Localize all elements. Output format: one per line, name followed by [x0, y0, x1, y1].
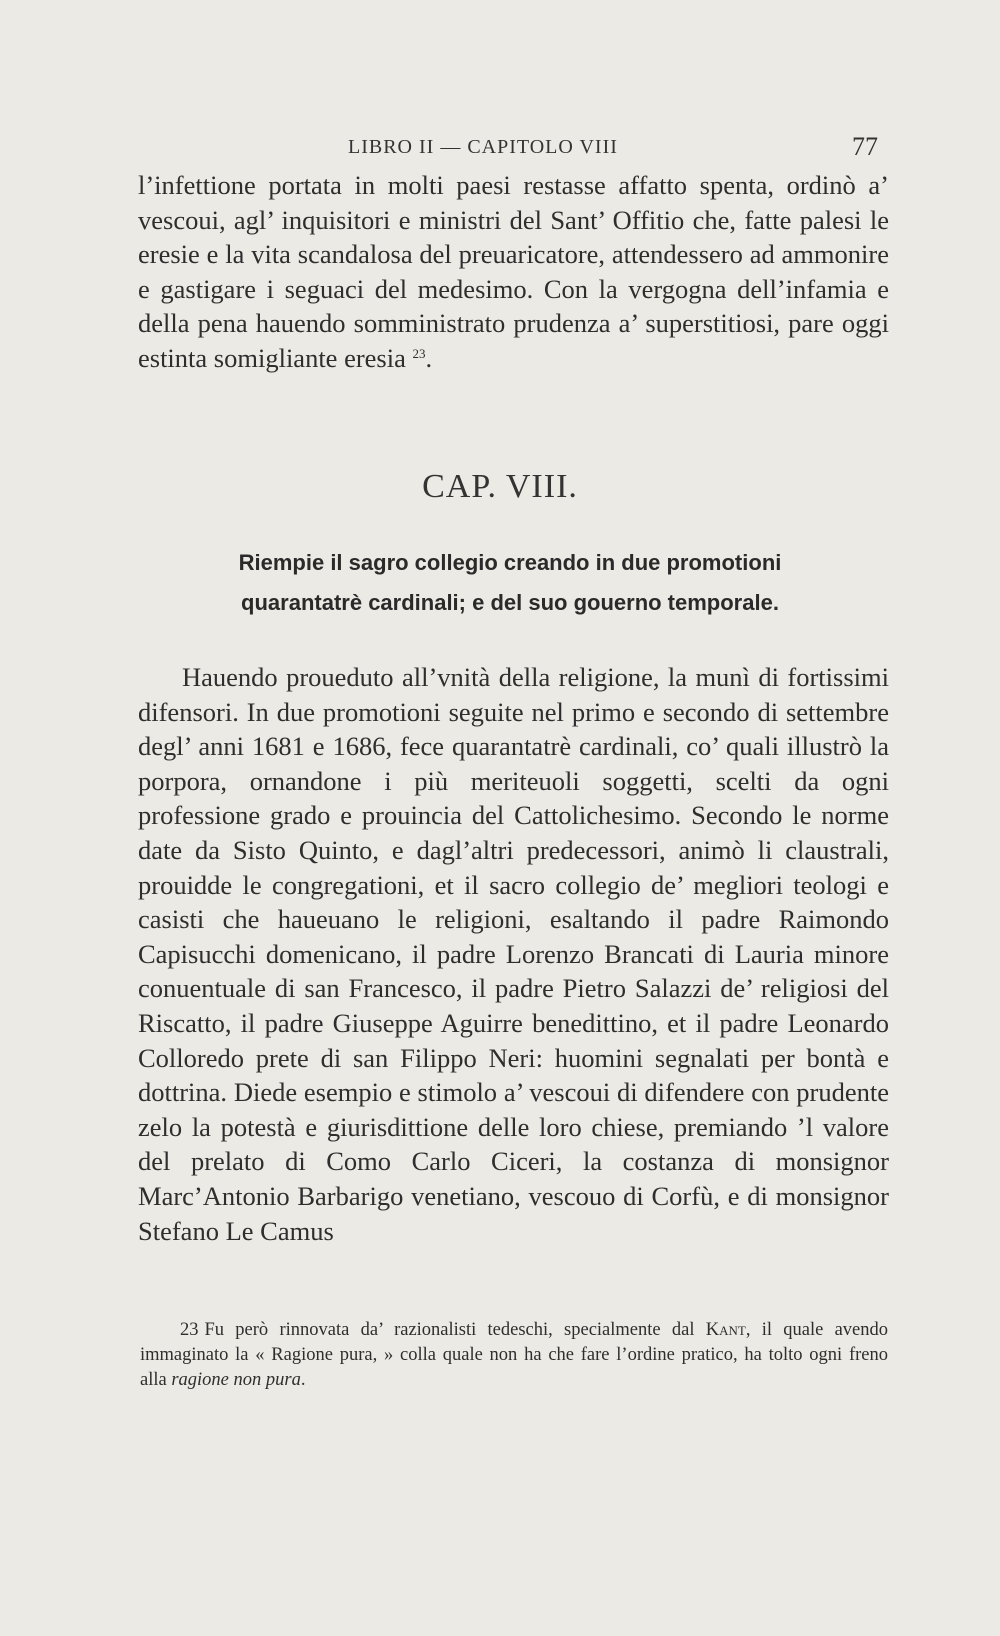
chapter-summary-line-2: quarantatrè cardinali; e del suo gouerno temporale.	[241, 590, 779, 615]
chapter-heading: CAP. VIII.	[422, 468, 578, 505]
chapter-summary-line-1: Riempie il sagro collegio creando in due promotioni	[238, 550, 782, 575]
footnote-text-before: Fu però rinnovata da’ razionalisti tedeschi, specialmente dal	[204, 1320, 695, 1340]
footnote	[140, 1318, 888, 1393]
page-number: 77	[852, 132, 878, 161]
footnote-text-middle: , il quale avendo immaginato la « Ragione pura, » colla quale non ha che fare l’ordine pratico, ha tolto ogni freno alla	[140, 1320, 888, 1390]
footnote-reference: 23	[412, 345, 426, 361]
running-head	[0, 132, 1000, 168]
footnote-italic: ragione non pura	[171, 1370, 301, 1390]
intro-paragraph	[138, 168, 889, 376]
running-head-title: LIBRO II — CAPITOLO VIII	[348, 136, 618, 158]
footnote-number: 23	[180, 1320, 199, 1340]
chapter-summary	[180, 543, 840, 623]
main-paragraph-text: Hauendo proueduto all’vnità della religione, la munì di fortissimi difensori. In due promotioni seguite nel primo e secondo di settembre degl’ anni 1681 e 1686, fece quarantatrè cardinali, co’ quali illustrò la porpora, ornandone i più meriteuoli soggetti, scelti da ogni professione grado e prouincia del Cattolichesimo. Secondo le norme date da Sisto Quinto, e dagl’altri predecessori, animò li claustrali, prouidde le congregationi, et il sacro collegio de’ megliori teologi e casisti che haueuano le religioni, esaltando il padre Raimondo Capisucchi domenicano, il padre Lorenzo Brancati di Lauria minore conuentuale di san Francesco, il padre Pietro Salazzi de’ religiosi del Riscatto, il padre Giuseppe Aguirre benedittino, et il padre Leonardo Colloredo prete di san Filippo Neri: huomini segnalati per bontà e dottrina. Diede esempio e stimolo a’ vescoui di difendere con prudente zelo la potestà e giurisdittione delle loro chiese, premiando ’l valore del prelato di Como Carlo Ciceri, la costanza di monsignor Marc’Antonio Barbarigo venetiano, vescouo di Corfù, e di monsignor Stefano Le Camus	[138, 662, 889, 1246]
intro-paragraph-text: l’infettione portata in molti paesi restasse affatto spenta, ordinò a’ vescoui, agl’ inquisitori e ministri del Sant’ Offitio che, fatte palesi le eresie e la vita scandalosa del preuaricatore, attendessero ad ammonire e gastigare i seguaci del medesimo. Con la vergogna dell’infamia e della pena hauendo somministrato prudenza a’ superstitiosi, pare oggi estinta somigliante eresia	[138, 170, 889, 373]
footnote-end: .	[300, 1370, 306, 1390]
main-paragraph	[138, 660, 889, 1248]
intro-paragraph-end: .	[425, 342, 433, 373]
footnote-author: Kant	[705, 1320, 746, 1340]
